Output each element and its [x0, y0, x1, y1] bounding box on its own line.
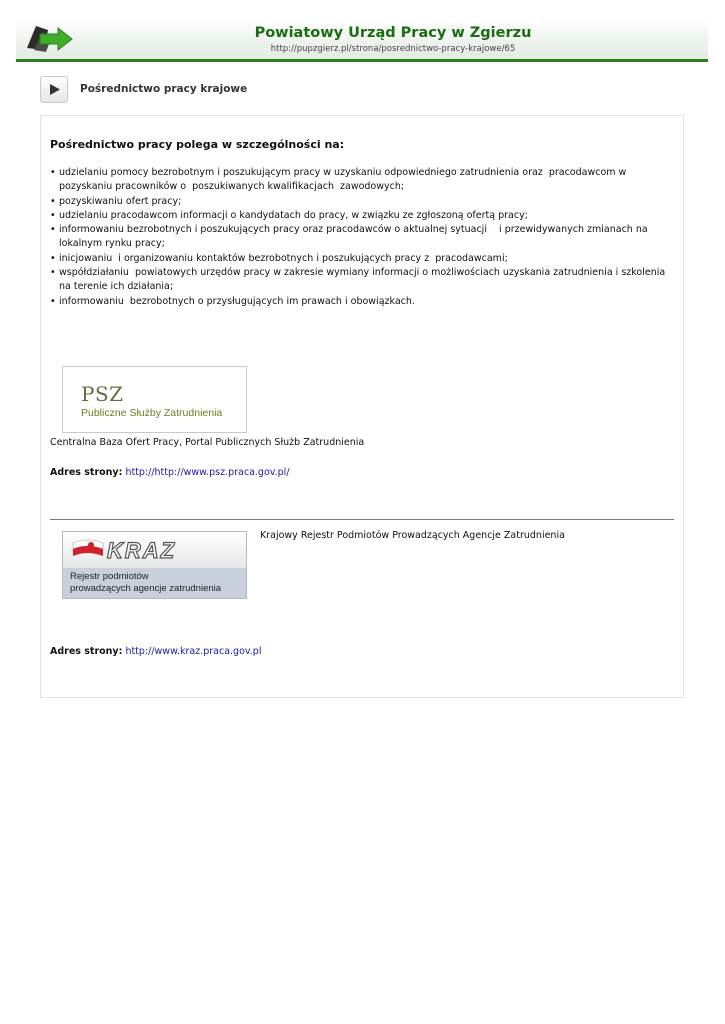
list-item: • informowaniu bezrobotnych o przysługujących im prawach i obowiązkach.	[50, 295, 680, 309]
list-item: • udzielaniu pomocy bezrobotnym i poszukującym pracy w uzyskaniu odpowiedniego zatrudnienia oraz pracodawcom w pozyskaniu pracowników o poszukiwanych kwalifikacjach zawodowych;	[50, 167, 630, 193]
address-label: Adres strony:	[50, 646, 123, 657]
kraz-logo-line1: Rejestr podmiotów	[70, 571, 149, 582]
list-item: • pozyskiwaniu ofert pracy;	[50, 195, 680, 209]
kraz-logo-line2: prowadzących agencje zatrudnienia	[70, 583, 222, 594]
bullet-icon: •	[50, 224, 56, 236]
header-divider	[16, 59, 708, 62]
psz-logo-subtitle: Publiczne Służby Zatrudnienia	[81, 407, 223, 419]
psz-logo-image[interactable]	[62, 366, 247, 433]
site-title[interactable]: Powiatowy Urząd Pracy w Zgierzu	[254, 25, 532, 41]
kraz-address	[50, 646, 261, 657]
play-arrow-icon	[49, 83, 61, 96]
bullet-icon: •	[50, 195, 56, 207]
psz-link[interactable]: http://http://www.psz.praca.gov.pl/	[125, 467, 290, 478]
bullet-icon: •	[50, 167, 56, 178]
page-header	[0, 0, 725, 62]
kraz-logo-wordmark: KRAZ	[107, 538, 177, 563]
page-arrow-button[interactable]	[40, 76, 68, 103]
list-item: • informowaniu bezrobotnych i poszukujących pracy oraz pracodawców o aktualnej sytuacji i przewidywanych zmianach na lokalnym rynku pracy;	[50, 224, 651, 250]
kraz-logo-band	[63, 568, 246, 598]
psz-caption: Centralna Baza Ofert Pracy, Portal Publicznych Służb Zatrudnienia	[50, 437, 365, 448]
kraz-logo-image[interactable]	[62, 531, 247, 599]
psz-logo-wordmark: PSZ	[81, 382, 124, 406]
kraz-logo-top	[63, 532, 246, 568]
psz-address	[50, 467, 290, 478]
list-item: • udzielaniu pracodawcom informacji o kandydatach do pracy, w związku ze zgłoszoną ofertą pracy;	[50, 209, 680, 223]
bullet-icon: •	[50, 252, 56, 264]
section-divider	[50, 519, 674, 520]
address-label: Adres strony:	[50, 467, 123, 478]
polish-eagle-flag-icon	[69, 535, 109, 565]
duties-list	[50, 166, 680, 309]
page-url: http://pupzgierz.pl/strona/posrednictwo-pracy-krajowe/65	[270, 44, 516, 54]
page-title: Pośrednictwo pracy krajowe	[80, 83, 248, 95]
kraz-link[interactable]: http://www.kraz.praca.gov.pl	[125, 646, 262, 657]
section-heading: Pośrednictwo pracy polega w szczególności na:	[50, 138, 345, 151]
bullet-icon: •	[50, 209, 56, 221]
bullet-icon: •	[50, 295, 56, 307]
list-item: • inicjowaniu i organizowaniu kontaktów bezrobotnych i poszukujących pracy z pracodawcami;	[50, 252, 680, 266]
list-item: • współdziałaniu powiatowych urzędów pracy w zakresie wymiany informacji o możliwościach uzyskania zatrudnienia i szkolenia na terenie ich działania;	[50, 267, 669, 293]
green-arrow-logo-icon[interactable]	[24, 20, 76, 56]
bullet-icon: •	[50, 267, 56, 279]
kraz-caption: Krajowy Rejestr Podmiotów Prowadzących Agencje Zatrudnienia	[260, 530, 565, 541]
